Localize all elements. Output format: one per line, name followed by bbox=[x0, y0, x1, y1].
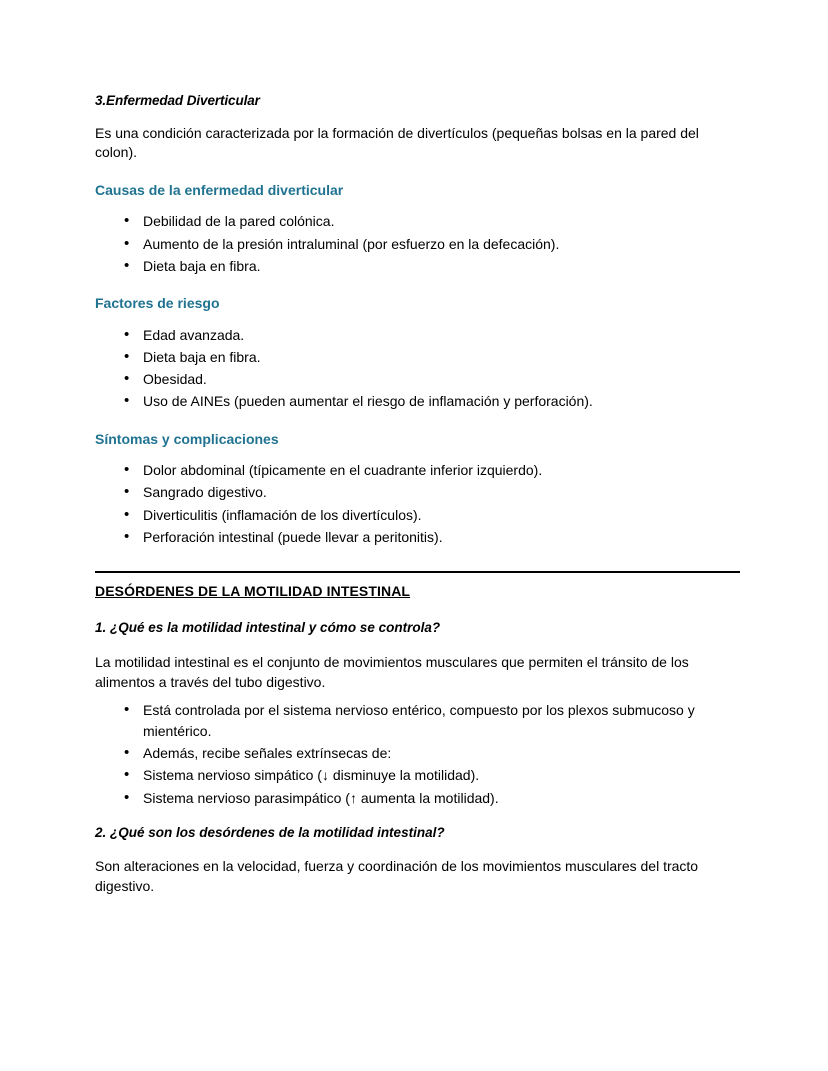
list-item: • Está controlada por el sistema nervioso entérico, compuesto por los plexos submucoso y mientérico. bbox=[143, 700, 740, 741]
list-sintomas bbox=[95, 460, 740, 547]
list-item: • Aumento de la presión intraluminal (por esfuerzo en la defecación). bbox=[143, 234, 740, 254]
list-item: • Además, recibe señales extrínsecas de: bbox=[143, 743, 740, 763]
list-item: • Edad avanzada. bbox=[143, 325, 740, 345]
list-item: • Dieta baja en fibra. bbox=[143, 256, 740, 276]
document-body bbox=[95, 92, 740, 897]
list-factores-riesgo bbox=[95, 325, 740, 412]
subheading-factores-riesgo: Factores de riesgo bbox=[95, 295, 220, 312]
list-item: • Perforación intestinal (puede llevar a peritonitis). bbox=[143, 527, 740, 547]
list-item: • Uso de AINEs (pueden aumentar el riesgo de inflamación y perforación). bbox=[143, 391, 740, 411]
question-heading-1: 1. ¿Qué es la motilidad intestinal y cómo se controla? bbox=[95, 620, 441, 636]
list-item: • Sistema nervioso parasimpático (↑ aumenta la motilidad). bbox=[143, 788, 740, 808]
list-item: • Dolor abdominal (típicamente en el cuadrante inferior izquierdo). bbox=[143, 460, 740, 480]
list-item: • Sistema nervioso simpático (↓ disminuye la motilidad). bbox=[143, 765, 740, 785]
list-item: • Dieta baja en fibra. bbox=[143, 347, 740, 367]
subheading-sintomas: Síntomas y complicaciones bbox=[95, 430, 279, 447]
question-2-paragraph: Son alteraciones en la velocidad, fuerza y coordinación de los movimientos musculares del tracto digestivo. bbox=[95, 858, 699, 895]
list-item: • Debilidad de la pared colónica. bbox=[143, 211, 740, 231]
list-item: • Diverticulitis (inflamación de los divertículos). bbox=[143, 505, 740, 525]
list-causas bbox=[95, 211, 740, 276]
section-heading-diverticular: 3.Enfermedad Diverticular bbox=[95, 93, 260, 108]
question-heading-2: 2. ¿Qué son los desórdenes de la motilidad intestinal? bbox=[95, 824, 445, 840]
list-motilidad-control bbox=[95, 700, 740, 807]
question-1-paragraph: La motilidad intestinal es el conjunto de movimientos musculares que permiten el tránsito de los alimentos a través del tubo digestivo. bbox=[95, 653, 689, 690]
section-divider bbox=[95, 571, 740, 619]
section-title-motilidad: DESÓRDENES DE LA MOTILIDAD INTESTINAL bbox=[95, 583, 411, 600]
list-item: • Obesidad. bbox=[143, 369, 740, 389]
diverticular-intro-paragraph: Es una condición caracterizada por la formación de divertículos (pequeñas bolsas en la pared del colon). bbox=[95, 124, 699, 161]
list-item: • Sangrado digestivo. bbox=[143, 482, 740, 502]
subheading-causas: Causas de la enfermedad diverticular bbox=[95, 182, 344, 199]
